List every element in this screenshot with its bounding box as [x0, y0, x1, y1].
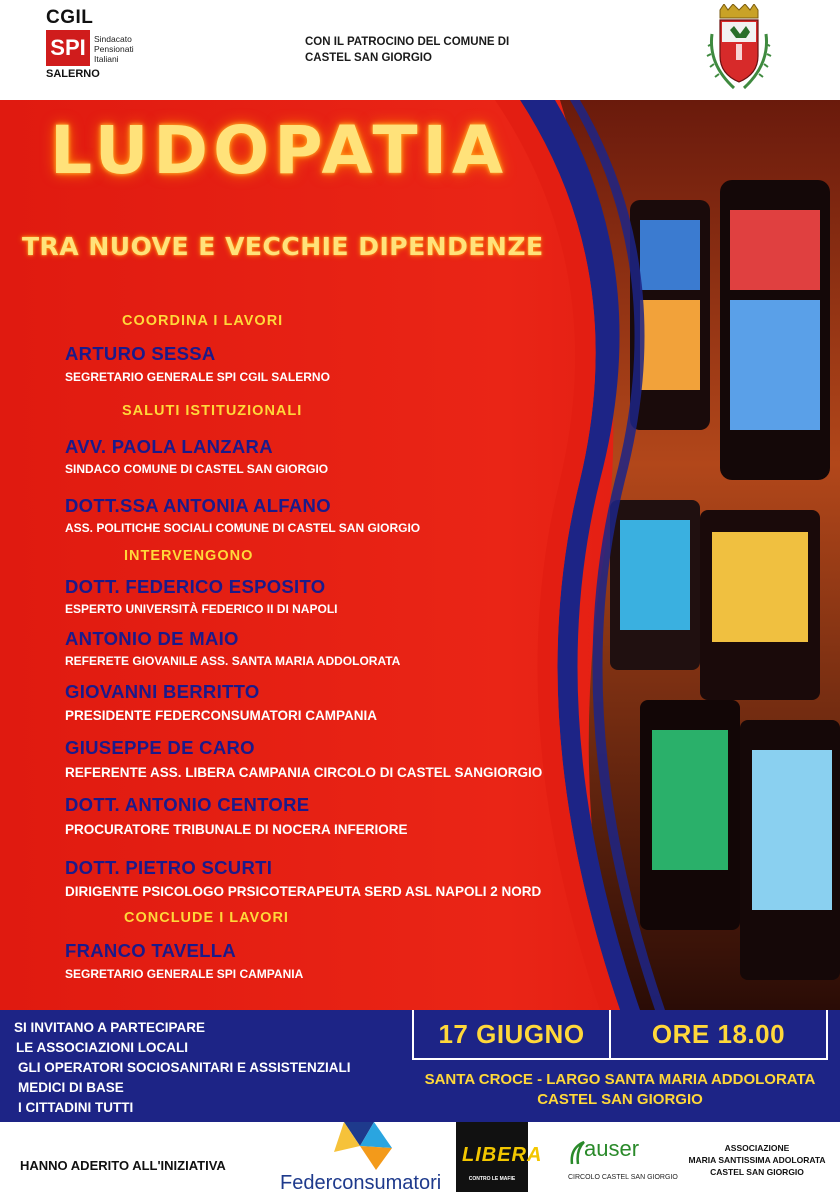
- associazione-label: [682, 1142, 832, 1178]
- adherents-label: HANNO ADERITO ALL'INIZIATIVA: [20, 1158, 226, 1173]
- header: [0, 0, 840, 100]
- speaker-role: SEGRETARIO GENERALE SPI CGIL SALERNO: [65, 370, 330, 384]
- event-date: 17 GIUGNO: [438, 1018, 585, 1049]
- libera-subtitle: CONTRO LE MAFIE: [468, 1176, 516, 1182]
- assoc-line: MARIA SANTISSIMA ADOLORATA: [688, 1155, 826, 1165]
- invite-line: GLI OPERATORI SOCIOSANITARI E ASSISTENZIALI: [18, 1060, 351, 1075]
- speaker-role: PRESIDENTE FEDERCONSUMATORI CAMPANIA: [65, 708, 378, 723]
- spi-sub-line: Pensionati: [94, 44, 134, 54]
- speaker-name: AVV. PAOLA LANZARA: [65, 436, 273, 457]
- event-place: [412, 1070, 828, 1110]
- spi-sub-line: Sindacato: [94, 34, 132, 44]
- cgil-label: CGIL: [46, 7, 94, 28]
- auser-logo: [566, 1134, 678, 1190]
- event-subtitle: TRA NUOVE E VECCHIE DIPENDENZE: [22, 232, 544, 261]
- federconsumatori-logo: [280, 1122, 450, 1200]
- federconsumatori-icon: [330, 1122, 410, 1172]
- event-date-box: [412, 1010, 610, 1060]
- speaker-name: DOTT.SSA ANTONIA ALFANO: [65, 495, 331, 516]
- cgil-spi-logo: [46, 8, 156, 90]
- speaker-role: REFERETE GIOVANILE ASS. SANTA MARIA ADDOLORATA: [65, 654, 401, 668]
- speaker-name: GIUSEPPE DE CARO: [65, 737, 255, 758]
- municipal-crest-icon: [706, 4, 772, 94]
- section-conclude: CONCLUDE I LAVORI: [124, 910, 289, 926]
- section-coordina: COORDINA I LAVORI: [122, 313, 284, 329]
- speaker-name: GIOVANNI BERRITTO: [65, 681, 260, 702]
- patrocinio-text: [305, 34, 509, 66]
- speaker-name: DOTT. FEDERICO ESPOSITO: [65, 576, 326, 597]
- speaker-role: REFERENTE ASS. LIBERA CAMPANIA CIRCOLO DI CASTEL SANGIORGIO: [65, 765, 543, 780]
- section-intervengono: INTERVENGONO: [124, 548, 254, 564]
- spi-subtitle: [94, 34, 154, 64]
- speaker-role: SEGRETARIO GENERALE SPI CAMPANIA: [65, 967, 304, 981]
- spi-label: SPI: [46, 30, 90, 66]
- speaker-name: ANTONIO DE MAIO: [65, 628, 239, 649]
- speaker-name: DOTT. PIETRO SCURTI: [65, 857, 273, 878]
- place-line: SANTA CROCE - LARGO SANTA MARIA ADDOLORATA: [424, 1071, 816, 1088]
- place-line: CASTEL SAN GIORGIO: [537, 1091, 703, 1108]
- libera-logo: [456, 1122, 543, 1192]
- poster-main: [0, 100, 840, 1010]
- event-time-box: [610, 1010, 828, 1060]
- auser-subtitle: CIRCOLO CASTEL SAN GIORGIO: [568, 1174, 678, 1181]
- salerno-label: SALERNO: [46, 68, 100, 80]
- spi-sub-line: Italiani: [94, 54, 119, 64]
- patrocinio-line: CON IL PATROCINO DEL COMUNE DI: [305, 36, 510, 48]
- assoc-line: ASSOCIAZIONE: [724, 1143, 790, 1153]
- speaker-role: DIRIGENTE PSICOLOGO PRSICOTERAPEUTA SERD ASL NAPOLI 2 NORD: [65, 884, 542, 899]
- speaker-name: DOTT. ANTONIO CENTORE: [65, 794, 310, 815]
- speaker-role: PROCURATORE TRIBUNALE DI NOCERA INFERIORE: [65, 822, 408, 837]
- auser-name: auser: [584, 1136, 640, 1161]
- speaker-role: ASS. POLITICHE SOCIALI COMUNE DI CASTEL SAN GIORGIO: [65, 521, 421, 535]
- invite-line: SI INVITANO A PARTECIPARE: [14, 1020, 206, 1035]
- section-saluti: SALUTI ISTITUZIONALI: [122, 403, 303, 419]
- speaker-role: ESPERTO UNIVERSITÀ FEDERICO II DI NAPOLI: [65, 602, 338, 616]
- speaker-name: ARTURO SESSA: [65, 343, 216, 364]
- invite-list: [14, 1018, 351, 1118]
- info-band: [0, 1010, 840, 1122]
- invite-line: MEDICI DI BASE: [18, 1080, 124, 1095]
- invite-line: I CITTADINI TUTTI: [18, 1100, 134, 1115]
- speaker-role: SINDACO COMUNE DI CASTEL SAN GIORGIO: [65, 462, 329, 476]
- assoc-line: CASTEL SAN GIORGIO: [710, 1167, 804, 1177]
- event-time: ORE 18.00: [651, 1018, 786, 1049]
- libera-name: LIBERA: [462, 1144, 543, 1166]
- event-title: LUDOPATIA: [50, 112, 509, 189]
- federconsumatori-name: Federconsumatori: [280, 1172, 442, 1194]
- speaker-name: FRANCO TAVELLA: [65, 940, 237, 961]
- invite-line: LE ASSOCIAZIONI LOCALI: [16, 1040, 188, 1055]
- footer: [0, 1122, 840, 1200]
- patrocinio-line: CASTEL SAN GIORGIO: [305, 52, 432, 64]
